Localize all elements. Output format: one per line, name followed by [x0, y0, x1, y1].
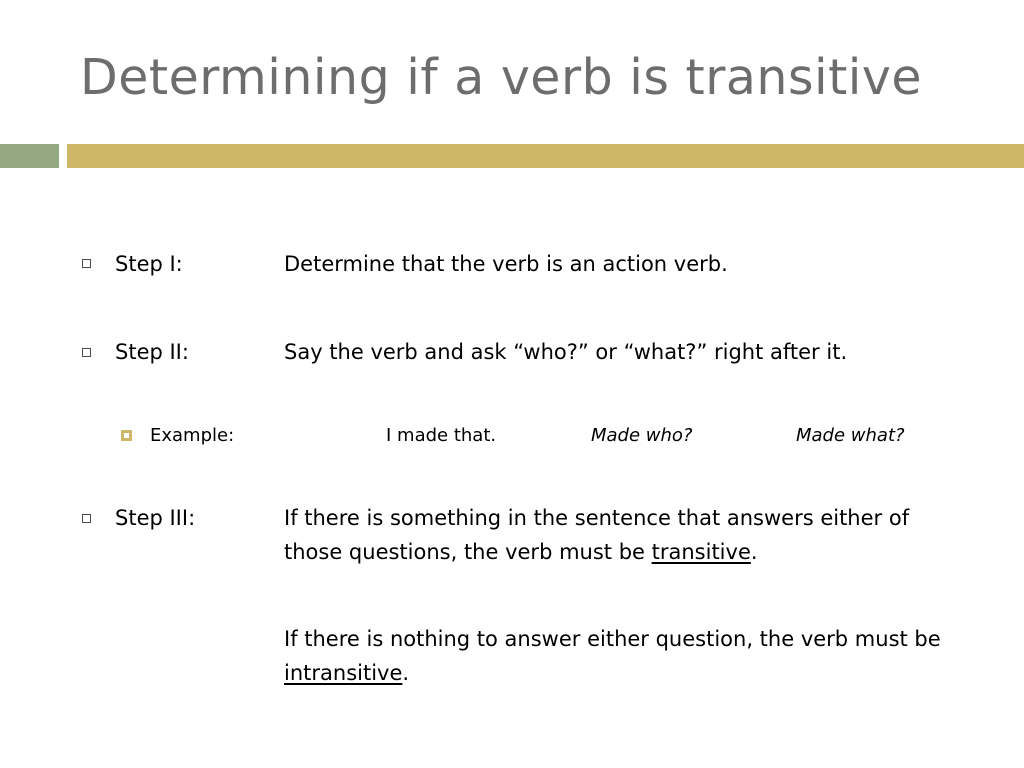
step-3-line-2 — [284, 535, 758, 569]
step-3-para-2-line-1: If there is nothing to answer either question, the verb must be — [284, 627, 941, 651]
term-transitive: transitive — [651, 540, 751, 564]
step-1-text: Determine that the verb is an action verb. — [284, 252, 728, 276]
step-3-line-2-suffix: . — [750, 540, 758, 564]
step-3-para-2-line-2 — [284, 656, 409, 690]
example-question-who: Made who? — [591, 425, 693, 446]
step-1-label: Step I: — [115, 252, 183, 276]
step-3-label: Step III: — [115, 506, 196, 530]
slide-title: Determining if a verb is transitive — [80, 49, 923, 106]
example-sentence: I made that. — [386, 425, 497, 446]
step-2-text: Say the verb and ask “who?” or “what?” right after it. — [284, 340, 848, 364]
step-2-label: Step II: — [115, 340, 189, 364]
accent-bar-green — [0, 144, 59, 168]
step-3-line-2-prefix: those questions, the verb must be — [284, 540, 652, 564]
gold-square-bullet-icon — [121, 430, 132, 441]
step-3-para-2-suffix: . — [402, 661, 410, 685]
example-question-what: Made what? — [796, 425, 905, 446]
term-intransitive: intransitive — [284, 661, 403, 685]
step-3-line-1: If there is something in the sentence that answers either of — [284, 506, 910, 530]
accent-bar-gold — [67, 144, 1024, 168]
hollow-square-bullet-icon — [82, 259, 91, 268]
example-label: Example: — [150, 425, 235, 446]
hollow-square-bullet-icon — [82, 514, 91, 523]
hollow-square-bullet-icon — [82, 348, 91, 357]
